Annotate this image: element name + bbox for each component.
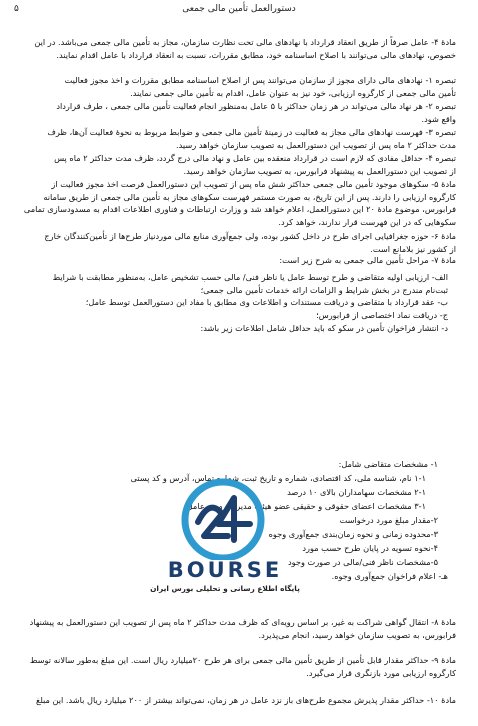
paragraph-line: تأمین مالی جمعی از کارگروه ارزیابی، خود نیز به عنوان عامل، اقدام به تأمین مالی جمعی نمایند. [130,87,456,98]
page-number: ۵ [14,4,19,14]
paragraph-line: تبصره ۴- حداقل مفادی که لازم است در قرارداد منعقده بین عامل و نهاد مالی درج گردد، ظرف مدت حداکثر ۲ ماه پس [54,153,456,163]
paragraph-line: هـ- اعلام فراخوان جمع‌آوری وجوه. [331,571,448,581]
bourse-logo [118,478,328,604]
paragraph-line: ۲-۱ مشخصات سهامداران بالای ۱۰ درصد [287,487,426,497]
paragraph [18,309,448,322]
paragraph-line: ب- عقد قرارداد با متقاضی و دریافت مستندات و اطلاعات وی مطابق با مفاد این دستورالعمل توسط عامل؛ [85,297,448,307]
paragraph-line: کارگروه ارزیابی را دارند. پس از این تاریخ، به صورت مستمر فهرست سکوهای مجاز به تأمین مالی جمعی از طریق سامانه [43,191,456,202]
paragraph-line: ثبت‌نام مندرج در بخش شرایط و الزامات ارائه خدمات تأمین مالی جمعی؛ [200,284,448,295]
paragraph [18,694,456,707]
paragraph-line: مدت حداکثر ۲ ماه پس از تصویب این دستورالعمل به تصویب سازمان خواهد رسید. [176,139,456,150]
paragraph [18,296,448,309]
paragraph-line: ۱-۱ نام، شناسه ملی، کد اقتصادی، شماره و تاریخ ثبت، شماره تماس، آدرس و کد پستی [130,473,426,483]
paragraph-line: تبصره ۲- هر نهاد مالی می‌تواند در هر زمان حداکثر با ۵ عامل به‌منظور انجام فعالیت تأمین مالی جمعی ، طرف قرارداد [56,101,456,111]
paragraph [18,100,456,125]
paragraph-line: مادهٔ ۵- سکوهای موجود تأمین مالی جمعی حداکثر شش ماه پس از تصویب این دستورالعمل فرصت اخذ مجوز فعالیت از [51,179,456,189]
paragraph-line: فرابورس، به تصویب سازمان خواهد رسید، انجام می‌پذیرد. [258,629,456,640]
paragraph-line: کارگروه ارزیابی مورد بازنگری قرار می‌گیرد. [306,667,456,678]
paragraph-line: ۴-نحوه تسویه در پایان طرح حسب مورد [302,543,438,553]
paragraph-line: تبصره ۱- نهادهای مالی دارای مجوز از سازمان می‌توانند پس از اصلاح اساسنامه مطابق مقررات و اخذ مجوز فعالیت [64,75,456,85]
paragraph [18,230,456,255]
page-header-title: دستورالعمل تأمین مالی جمعی [182,4,296,14]
paragraph-line: مادهٔ ۱۰- حداکثر مقدار پذیرش مجموع طرح‌های باز نزد عامل در هر زمان، نمی‌تواند بیشتر از ۲۰۰ میلیارد ریال باشد. این مبلغ [35,695,456,705]
paragraph [18,152,456,177]
paragraph-line: سکوهایی که در این فهرست قرار ندارند، خواهد کرد. [278,216,456,227]
paragraph-line: مادهٔ ۹- حداکثر مقدار قابل تأمین از طریق تأمین مالی جمعی برای هر طرح ۲۰میلیارد ریال است. این مبلغ به‌طور سالانه توسط [29,655,456,665]
paragraph-line: فرابورس، موضوع مادهٔ ۲۰ این دستورالعمل، اعلام خواهد شد و وزارت ارتباطات و فناوری اطلاعات اقدام به مسدودسازی تمامی [23,204,456,214]
paragraph-line: ج- دریافت نماد اختصاصی از فرابورس؛ [316,310,448,320]
logo-brand-text: BOURSE [167,558,283,582]
paragraph-line: مادهٔ ۸- انتقال گواهی شراکت به غیر، بر اساس رویه‌ای که ظرف مدت حداکثر ۲ ماه پس از تصویب این دستورالعمل به پیشنهاد [29,617,456,627]
paragraph-line: مادهٔ ۶- حوزه جغرافیایی اجرای طرح در داخل کشور بوده، ولی جمع‌آوری منابع مالی موردنیاز طرح‌ها از تأمین‌کنندگان خارج [44,231,456,241]
paragraph-line: ۵-مشخصات ناظر فنی/مالی در صورت وجود [288,557,438,567]
paragraph-line: د- انتشار فراخوان تأمین در سکو که باید حداقل شامل اطلاعات زیر باشد: [200,323,448,333]
paragraph [18,178,456,228]
paragraph-line: ۳-۱ مشخصات اعضای حقوقی و حقیقی عضو هیئت مدیره و مدیر عامل [186,501,426,511]
paragraph [18,74,456,99]
paragraph [18,458,438,471]
paragraph-line: واقع شود. [421,113,456,124]
paragraph-line: الف- ارزیابی اولیه متقاضی و طرح توسط عامل یا ناظر فنی/ مالی حسب تشخیص عامل، به‌منظور مطابقت با شرایط [52,272,448,282]
bourse-emblem-icon [118,478,328,560]
page-header [0,4,478,22]
paragraph [18,654,456,679]
paragraph [18,36,456,61]
paragraph-line: ۲-مقدار مبلغ مورد درخواست [339,515,438,525]
paragraph-line: از تصویب این دستورالعمل به پیشنهاد فرابورس، به تصویب سازمان خواهد رسید. [183,165,456,176]
paragraph [18,126,456,151]
paragraph-line: از کشور نیز بلامانع است. [370,243,456,254]
paragraph-line: مادهٔ ۴- عامل صرفاً از طریق انعقاد قرارداد با نهادهای مالی تحت نظارت سازمان، مجاز به تأمین مالی جمعی می‌باشد. در این [34,37,456,47]
paragraph-line: ۳-محدوده زمانی و نحوه زمان‌بندی جمع‌آوری وجوه [268,529,438,539]
paragraph-line: مادهٔ ۷- مراحل تأمین مالی جمعی به شرح زیر است: [279,255,456,265]
paragraph-line: تبصره ۳- فهرست نهادهای مالی مجاز به فعالیت در زمینهٔ تأمین مالی جمعی و ضوابط مربوط به نحوهٔ فعالیت آن‌ها، ظرف [47,127,456,137]
logo-tagline: پایگاه اطلاع رسانی و تحلیلی بورس ایران [150,584,300,593]
paragraph [18,254,456,267]
paragraph [18,616,456,641]
paragraph [18,322,448,335]
paragraph-line: ۱- مشخصات متقاضی شامل: [338,459,438,469]
paragraph [18,271,448,296]
paragraph-line: خصوص، نهادهای مالی می‌توانند با اصلاح اساسنامه خود، مطابق مقررات، نسبت به انعقاد قرارداد با عامل اقدام نمایند. [56,49,456,60]
